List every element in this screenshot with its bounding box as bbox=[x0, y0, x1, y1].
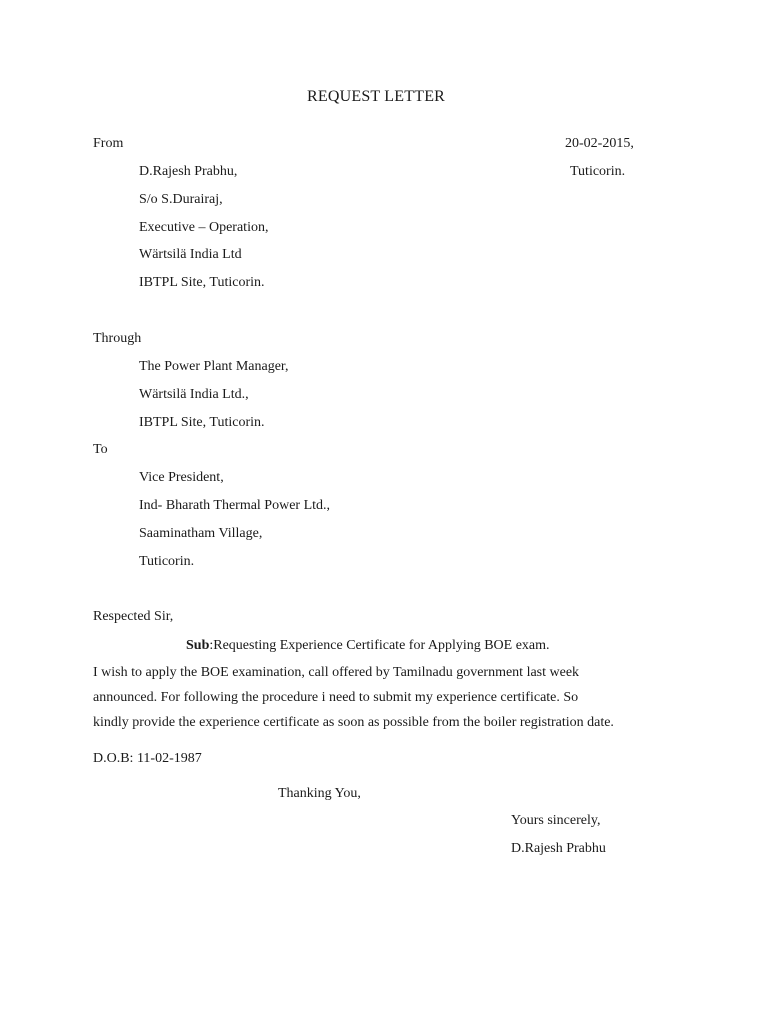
to-label: To bbox=[93, 442, 108, 457]
thanks-line: Thanking You, bbox=[278, 786, 361, 801]
through-line: IBTPL Site, Tuticorin. bbox=[139, 415, 265, 430]
from-line: D.Rajesh Prabhu, bbox=[139, 164, 238, 179]
date-of-birth: D.O.B: 11-02-1987 bbox=[93, 751, 202, 766]
letter-title: REQUEST LETTER bbox=[307, 88, 446, 105]
through-line: Wärtsilä India Ltd., bbox=[139, 387, 249, 402]
from-line: Wärtsilä India Ltd bbox=[139, 247, 242, 262]
to-line: Saaminatham Village, bbox=[139, 526, 263, 541]
subject-text: :Requesting Experience Certificate for Applying BOE exam. bbox=[209, 638, 550, 653]
body-line: kindly provide the experience certificate as soon as possible from the boiler registration date. bbox=[93, 715, 614, 730]
letter-place: Tuticorin. bbox=[570, 164, 626, 179]
closing-line: Yours sincerely, bbox=[511, 813, 601, 828]
signature-name: D.Rajesh Prabhu bbox=[511, 841, 606, 856]
from-line: S/o S.Durairaj, bbox=[139, 192, 223, 207]
body-line: announced. For following the procedure i need to submit my experience certificate. So bbox=[93, 690, 579, 705]
from-line: IBTPL Site, Tuticorin. bbox=[139, 275, 265, 290]
subject-line bbox=[186, 637, 550, 655]
to-line: Ind- Bharath Thermal Power Ltd., bbox=[139, 498, 331, 513]
body-line: I wish to apply the BOE examination, call offered by Tamilnadu government last week bbox=[93, 665, 580, 680]
to-line: Tuticorin. bbox=[139, 554, 195, 569]
through-line: The Power Plant Manager, bbox=[139, 359, 289, 374]
from-line: Executive – Operation, bbox=[139, 220, 269, 235]
from-label: From bbox=[93, 136, 124, 151]
to-line: Vice President, bbox=[139, 470, 224, 485]
letter-date: 20-02-2015, bbox=[565, 136, 634, 151]
through-label: Through bbox=[93, 331, 142, 346]
salutation: Respected Sir, bbox=[93, 609, 174, 624]
subject-label: Sub bbox=[186, 638, 210, 653]
